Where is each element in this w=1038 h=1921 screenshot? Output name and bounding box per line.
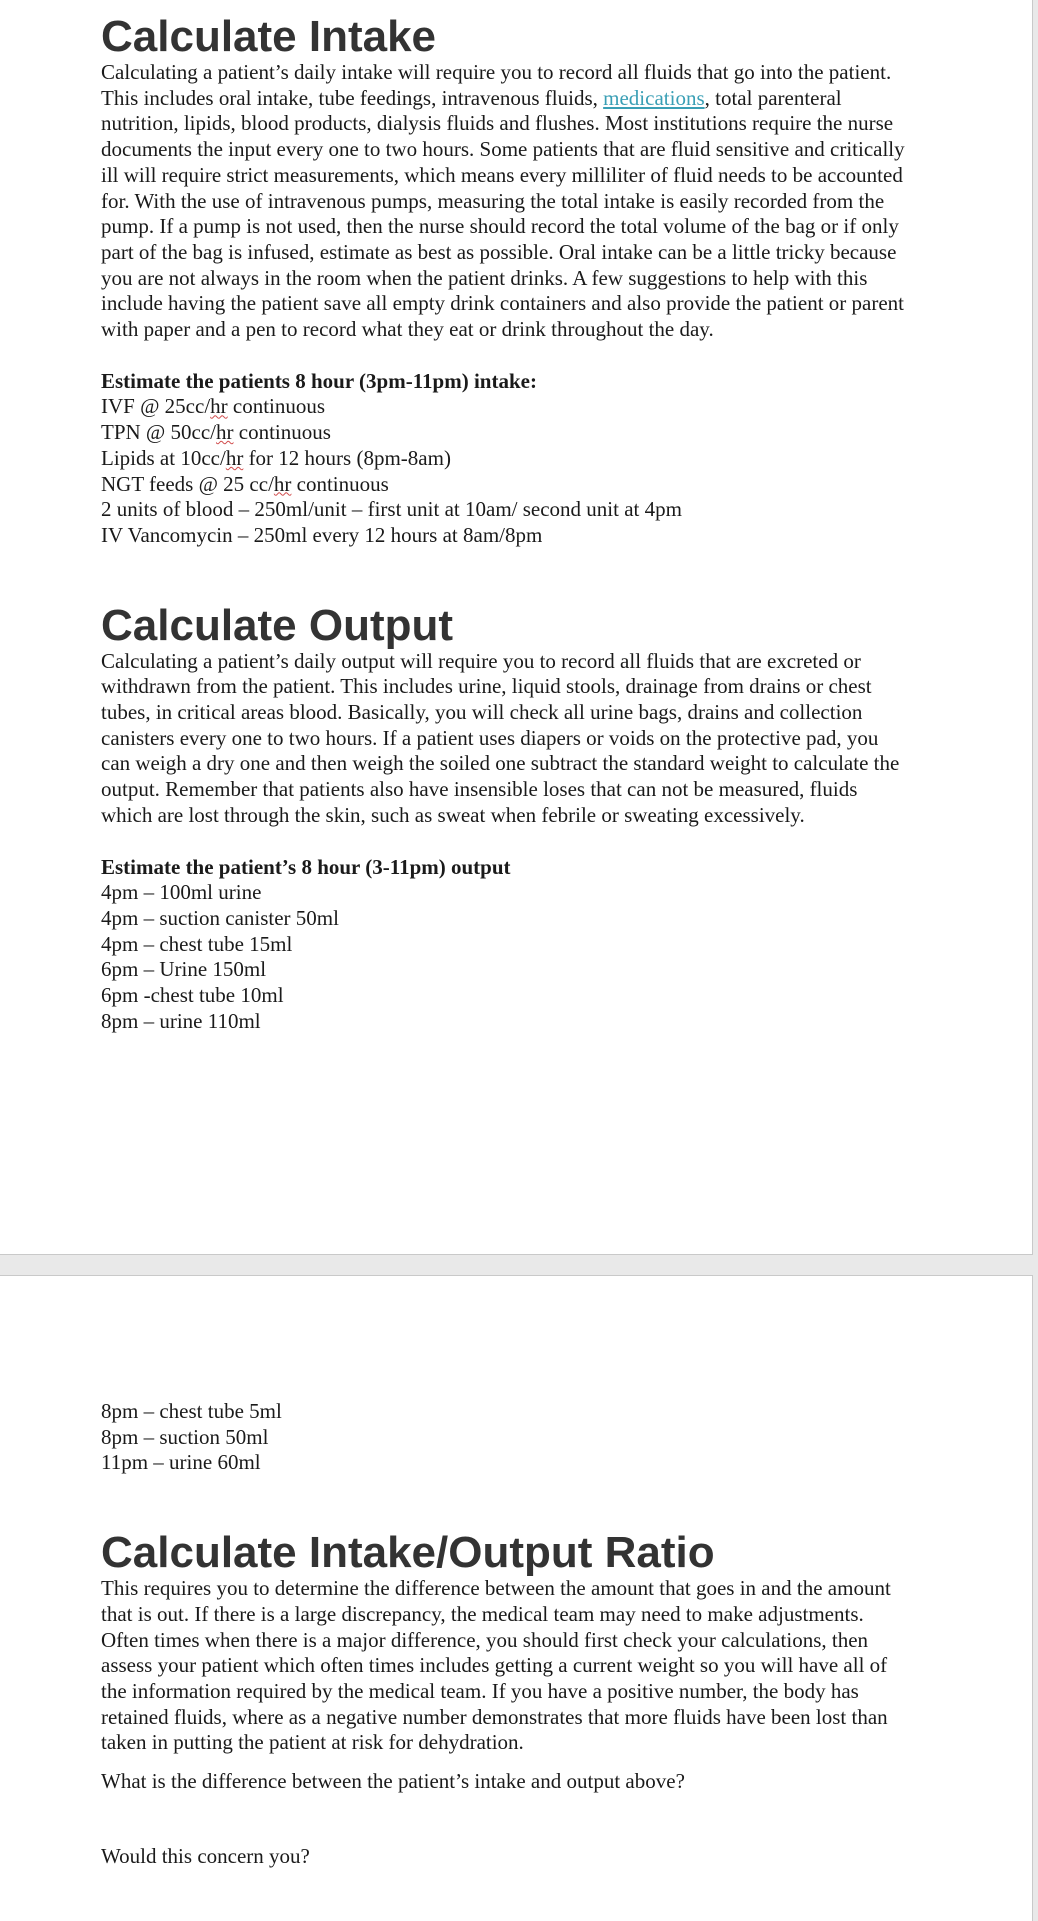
intake-item-ngt: [101, 472, 911, 498]
output-item: 4pm – suction canister 50ml: [101, 905, 339, 930]
page-2-content: [101, 1399, 911, 1869]
output-item: 6pm -chest tube 10ml: [101, 983, 284, 1008]
intake-item-text: continuous: [233, 420, 331, 445]
output-item: 6pm – Urine 150ml: [101, 957, 267, 982]
intake-heading: Calculate Intake: [101, 12, 437, 61]
intake-item-ivf: [101, 394, 911, 420]
intake-item-text: continuous: [291, 471, 389, 496]
spacer: [101, 829, 911, 855]
question-concern: Would this concern you?: [101, 1843, 310, 1868]
intake-paragraph-text-1: Calculating a patient’s daily intake will require you to record all fluids that go into the patient. This includes oral intake, tube feedings, intravenous fluids,: [101, 60, 892, 110]
intake-item-text: continuous: [227, 394, 326, 419]
spellcheck-word: hr: [216, 420, 234, 445]
intake-item-blood: 2 units of blood – 250ml/unit – first unit at 10am/ second unit at 4pm: [101, 497, 682, 522]
output-item: 8pm – suction 50ml: [101, 1424, 269, 1449]
output-estimate-heading: Estimate the patient’s 8 hour (3-11pm) output: [101, 854, 511, 879]
intake-item-vancomycin: IV Vancomycin – 250ml every 12 hours at 8am/8pm: [101, 522, 543, 547]
page-1-content: [101, 14, 911, 1035]
intake-item-tpn: [101, 420, 911, 446]
ratio-heading: Calculate Intake/Output Ratio: [101, 1528, 715, 1578]
intake-item-text: Lipids at 10cc/: [101, 445, 226, 470]
spacer: [101, 1756, 911, 1769]
spellcheck-word: hr: [210, 394, 228, 419]
intake-item-text: TPN @ 50cc/: [101, 420, 216, 445]
document-page-2: [0, 1275, 1033, 1921]
intake-paragraph: [101, 60, 911, 343]
output-item: 8pm – urine 110ml: [101, 1008, 261, 1033]
output-item: 4pm – 100ml urine: [101, 880, 262, 905]
spellcheck-word: hr: [273, 471, 292, 496]
intake-item-text: IVF @ 25cc/: [101, 394, 211, 419]
ratio-paragraph: This requires you to determine the difference between the amount that goes in and the amount that is out. If there is a large discrepancy, the medical team may need to make adjustments. Often times when there is a major difference, you should first check your calculations, then assess your patient which often times includes getting a current weight so you will have all of the information required by the medical team. If you have a positive number, the body has retained fluids, where as a negative number demonstrates that more fluids have been lost than taken in putting the patient at risk for dehydration.: [101, 1576, 891, 1755]
intake-estimate-heading: Estimate the patients 8 hour (3pm-11pm) intake:: [101, 368, 537, 393]
output-heading: Calculate Output: [101, 600, 454, 650]
intake-item-lipids: [101, 446, 911, 472]
medications-link[interactable]: medications: [603, 85, 705, 110]
output-item: 4pm – chest tube 15ml: [101, 931, 293, 956]
spellcheck-word: hr: [225, 445, 244, 470]
output-item: 11pm – urine 60ml: [101, 1450, 261, 1475]
intake-item-text: for 12 hours (8pm-8am): [243, 445, 451, 470]
spacer: [101, 1476, 911, 1530]
output-item: 8pm – chest tube 5ml: [101, 1399, 282, 1423]
spacer: [101, 1795, 911, 1844]
output-paragraph: Calculating a patient’s daily output will require you to record all fluids that are excreted or withdrawn from the patient. This includes urine, liquid stools, drainage from drains or chest tubes, in critical areas blood. Basically, you will check all urine bags, drains and collection canisters every one to two hours. If a patient uses diapers or voids on the protective pad, you can weigh a dry one and then weigh the soiled one subtract the standard weight to calculate the output. Remember that patients also have insensible loses that can not be measured, fluids which are lost through the skin, such as sweat when febrile or sweating excessively.: [101, 648, 900, 827]
spacer: [101, 343, 911, 369]
intake-item-text: NGT feeds @ 25 cc/: [101, 471, 274, 496]
question-difference: What is the difference between the patient’s intake and output above?: [101, 1769, 685, 1794]
intake-paragraph-text-2: , total parenteral nutrition, lipids, blood products, dialysis fluids and flushes. Most institutions require the nurse documents the input every one to two hours. Some patients that are fluid sensitive and critically ill will require strict measurements, which means every milliliter of fluid needs to be accounted for. With the use of intravenous pumps, measuring the total intake is easily recorded from the pump. If a pump is not used, then the nurse should record the total volume of the bag or if only part of the bag is infused, estimate as best as possible. Oral intake can be a little tricky because you are not always in the room when the patient drinks. A few suggestions to help with this include having the patient save all empty drink containers and also provide the patient or parent with paper and a pen to record what they eat or drink throughout the day.: [101, 85, 905, 342]
spacer: [101, 549, 911, 603]
